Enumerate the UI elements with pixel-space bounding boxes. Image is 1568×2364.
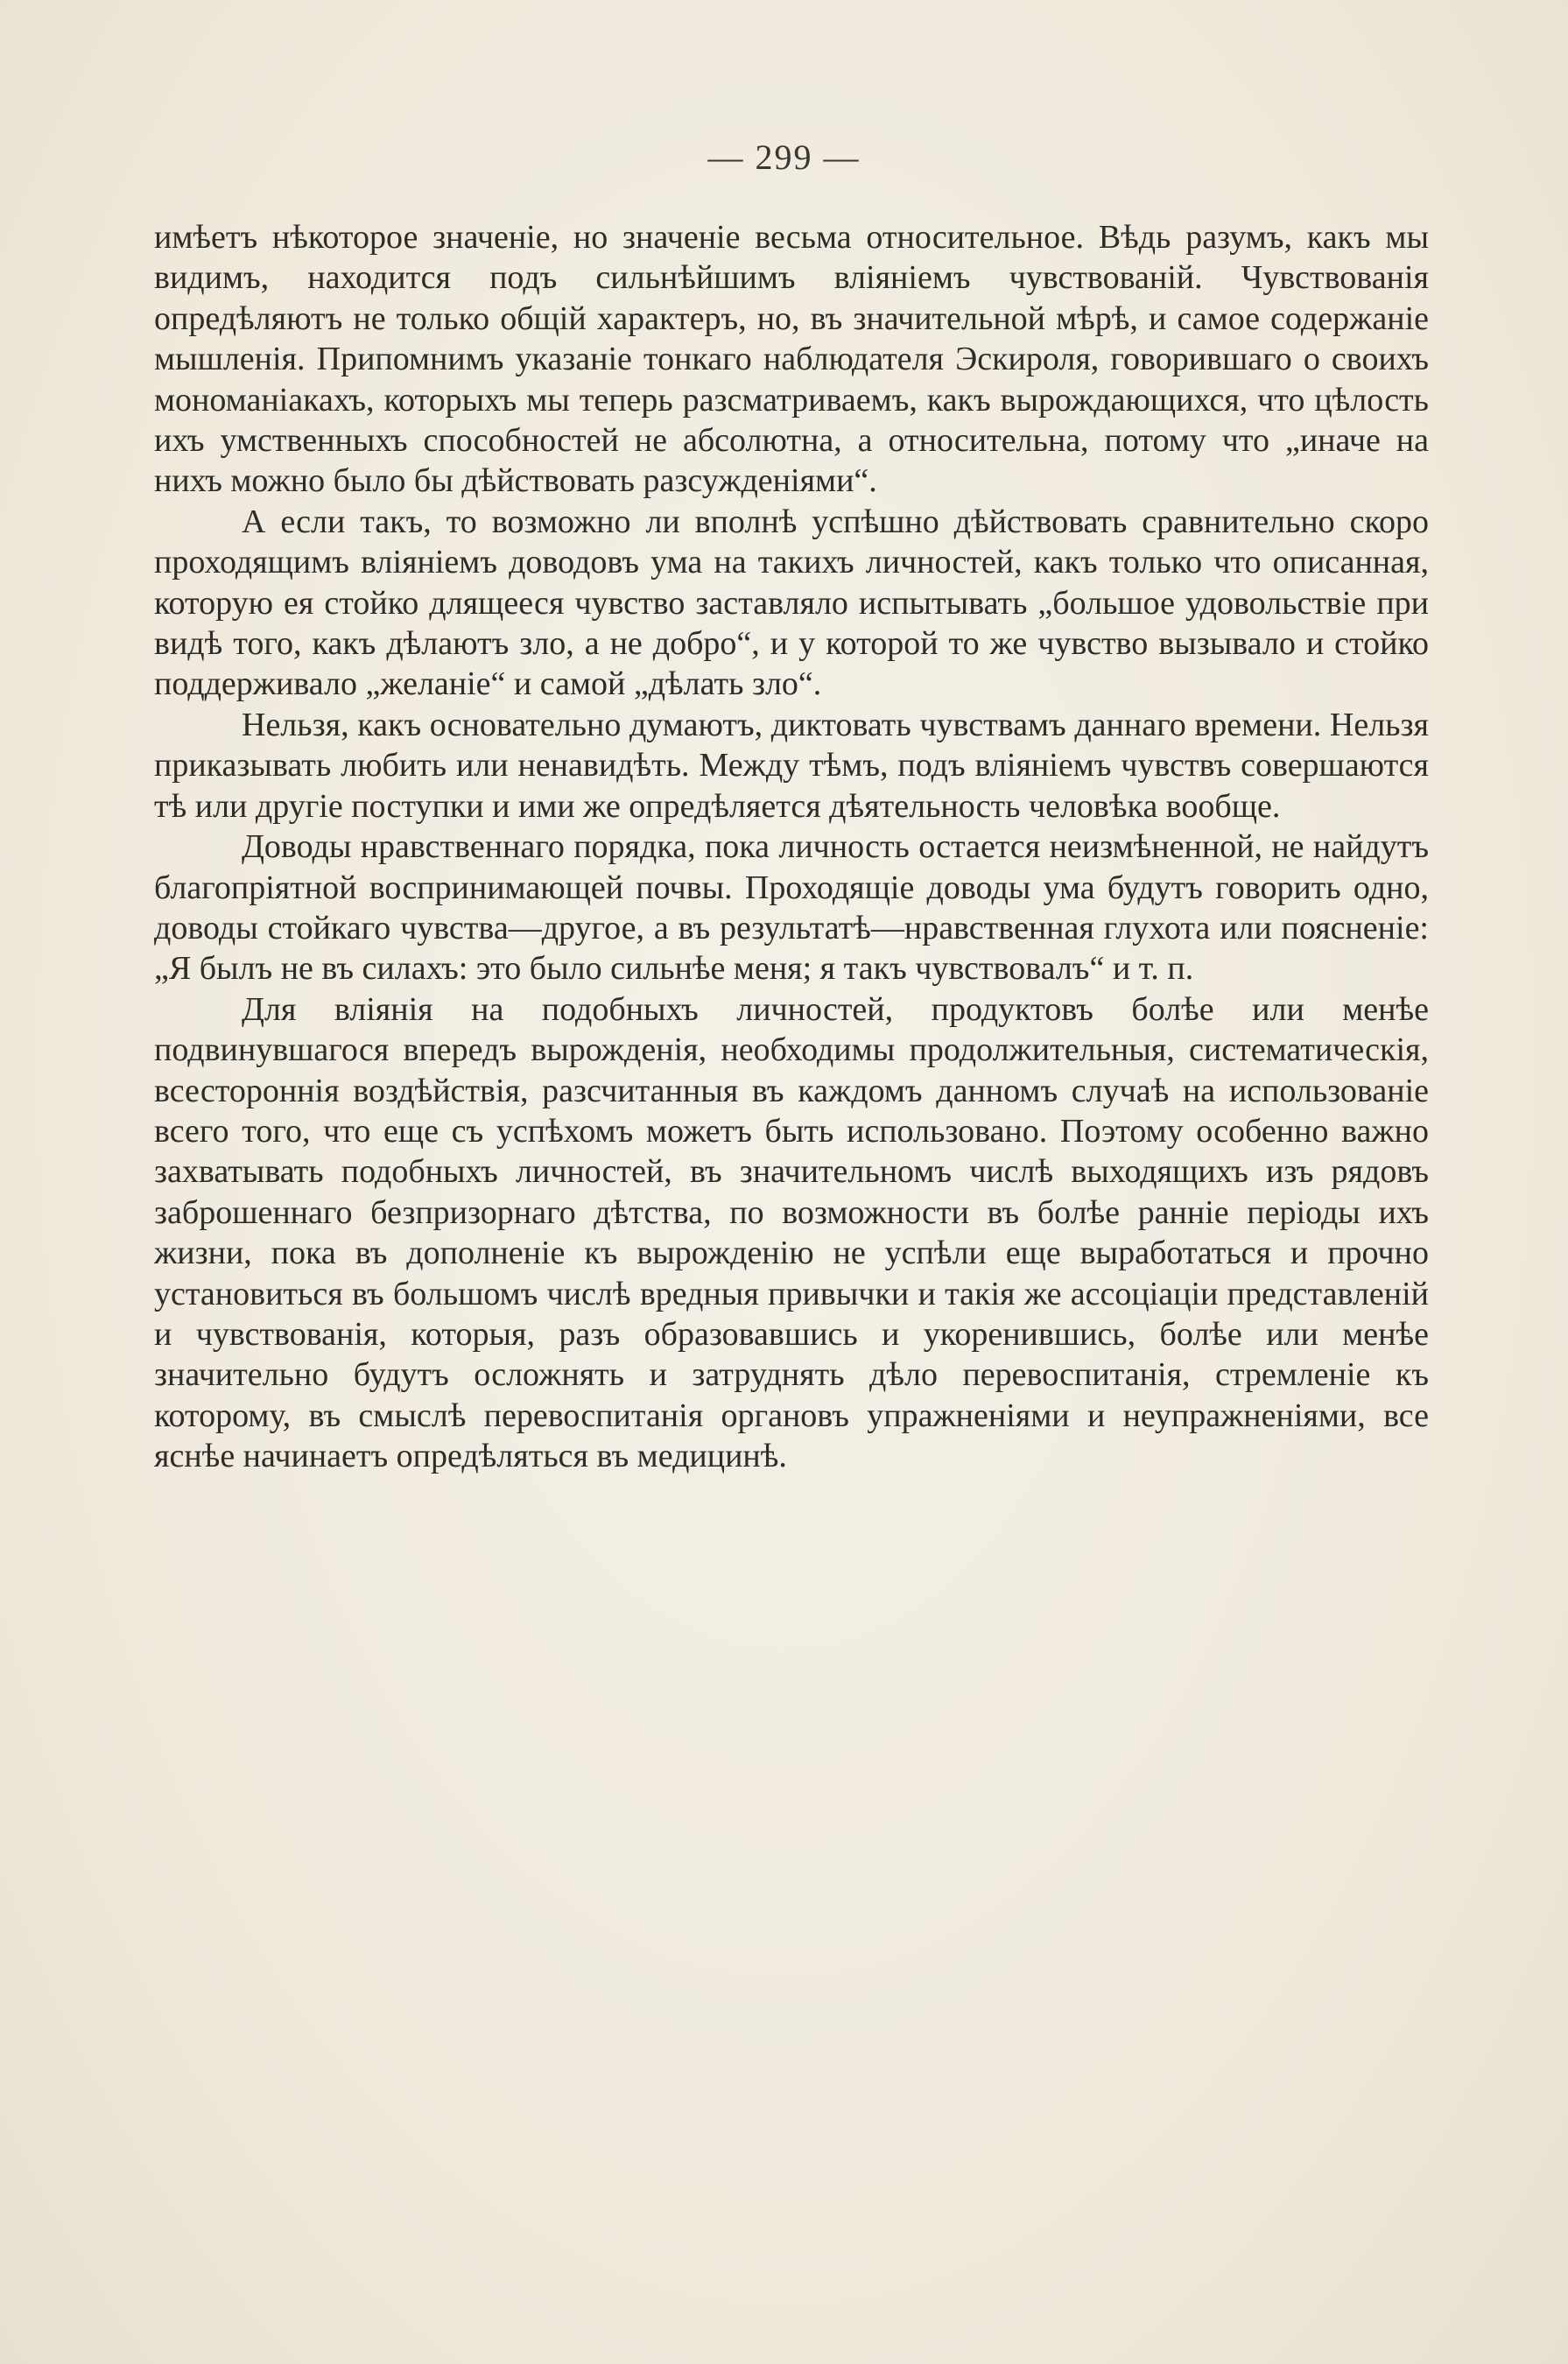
body-text xyxy=(154,217,1429,1477)
paragraph-2: А если такъ, то возможно ли вполнѣ успѣшно дѣйствовать сравнительно скоро проходящимъ вліяніемъ доводовъ ума на такихъ личностей, какъ только что описанная, которую ея стойко длящееся чувство заставляло испытывать „большое удовольствіе при видѣ того, какъ дѣлаютъ зло, а не добро“, и у которой то же чувство вызывало и стойко поддерживало „желаніе“ и самой „дѣлать зло“. xyxy=(154,503,1429,703)
page-number: — 299 — xyxy=(707,137,861,177)
paragraph-3: Нельзя, какъ основательно думаютъ, диктовать чувствамъ даннаго времени. Нельзя приказывать любить или ненавидѣть. Между тѣмъ, подъ вліяніемъ чувствъ совершаются тѣ или другіе поступки и ими же опредѣляется дѣятельность человѣка вообще. xyxy=(154,706,1429,825)
paragraph-5: Для вліянія на подобныхъ личностей, продуктовъ болѣе или менѣе подвинувшагося впередъ вырожденія, необходимы продолжительныя, систематическія, всестороннія воздѣйствія, разсчитанныя въ каждомъ данномъ случаѣ на использованіе всего того, что еще съ успѣхомъ можетъ быть использовано. Поэтому особенно важно захватывать подобныхъ личностей, въ значительномъ числѣ выходящихъ изъ рядовъ заброшеннаго безпризорнаго дѣтства, по возможности въ болѣе ранніе періоды ихъ жизни, пока въ дополненіе къ вырожденію не успѣли еще выработаться и прочно установиться въ большомъ числѣ вредныя привычки и такія же ассоціаціи представленій и чувствованія, которыя, разъ образовавшись и укоренившись, болѣе или менѣе значительно будутъ осложнять и затруднять дѣло перевоспитанія, стремленіе къ которому, въ смыслѣ перевоспитанія органовъ упражненіями и неупражненіями, все яснѣе начинаетъ опредѣляться въ медицинѣ. xyxy=(154,990,1429,1475)
paragraph-1: имѣетъ нѣкоторое значеніе, но значеніе весьма относительное. Вѣдь разумъ, какъ мы видимъ, находится подъ сильнѣйшимъ вліяніемъ чувствованій. Чувствованія опредѣляютъ не только общій характеръ, но, въ значительной мѣрѣ, и самое содержаніе мышленія. Припомнимъ указаніе тонкаго наблюдателя Эскироля, говорившаго о своихъ мономаніакахъ, которыхъ мы теперь разсматриваемъ, какъ вырождающихся, что цѣлость ихъ умственныхъ способностей не абсолютна, а относительна, потому что „иначе на нихъ можно было бы дѣйствовать разсужденіями“. xyxy=(154,219,1429,500)
paragraph-4: Доводы нравственнаго порядка, пока личность остается неизмѣненной, не найдутъ благопріятной воспринимающей почвы. Проходящіе доводы ума будутъ говорить одно, доводы стойкаго чувства—другое, а въ результатѣ—нравственная глухота или поясненіе: „Я былъ не въ силахъ: это было сильнѣе меня; я такъ чувствовалъ“ и т. п. xyxy=(154,828,1429,988)
